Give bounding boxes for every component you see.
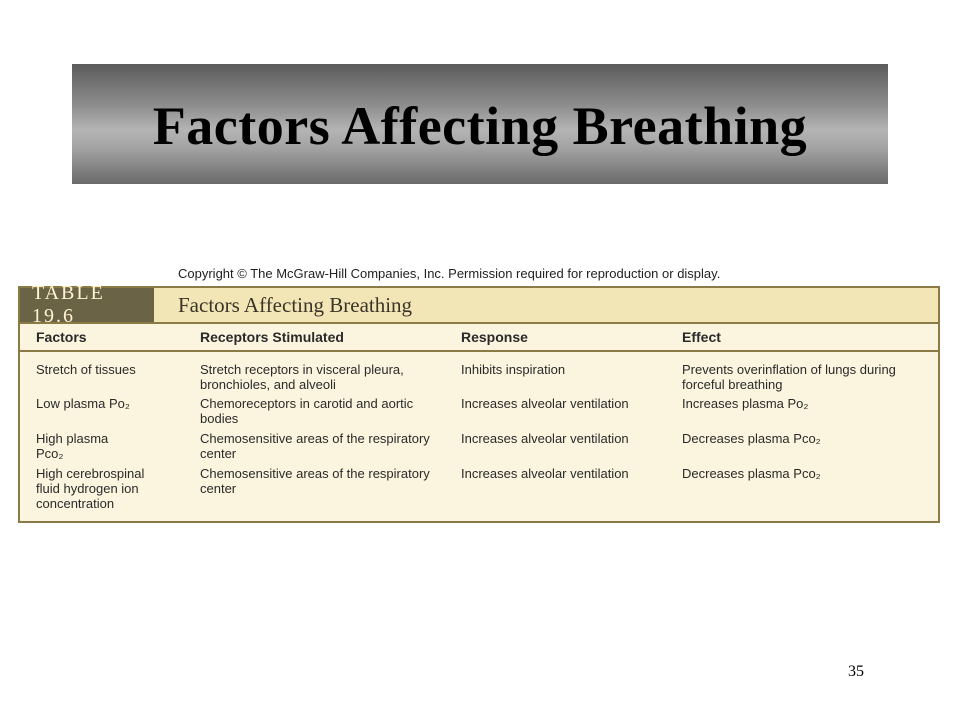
column-header-effect: Effect — [682, 329, 721, 345]
column-header-response: Response — [461, 329, 528, 345]
table-row — [20, 396, 938, 431]
page-number: 35 — [848, 663, 864, 680]
table-cell: Stretch of tissues — [36, 362, 136, 377]
table-cell: Chemoreceptors in carotid and aortic bodies — [200, 396, 414, 426]
column-headers — [20, 324, 938, 352]
table-cell: Increases plasma Po₂ — [682, 396, 809, 411]
slide-title: Factors Affecting Breathing — [152, 96, 808, 156]
table-cell: Prevents overinflation of lungs during forceful breathing — [682, 362, 896, 392]
table-caption: Factors Affecting Breathing — [178, 292, 413, 317]
copyright-notice: Copyright © The McGraw-Hill Companies, Inc. Permission required for reproduction or display. — [178, 266, 721, 281]
title-banner — [72, 64, 888, 184]
table-cell: High plasma Pco₂ — [36, 431, 109, 461]
data-table — [18, 282, 940, 523]
table-cell: Stretch receptors in visceral pleura, bronchioles, and alveoli — [200, 362, 404, 392]
table-header — [20, 282, 938, 327]
table-number: TABLE 19.6 — [20, 288, 154, 322]
table-row — [20, 466, 938, 514]
column-header-factors: Factors — [36, 329, 87, 345]
table-cell: Increases alveolar ventilation — [461, 431, 629, 446]
table-row — [20, 362, 938, 396]
table-cell: Chemosensitive areas of the respiratory center — [200, 431, 430, 461]
table-cell: Low plasma Po₂ — [36, 396, 130, 411]
table-cell: High cerebrospinal fluid hydrogen ion concentration — [36, 466, 145, 511]
table-row — [20, 431, 938, 466]
table-cell: Chemosensitive areas of the respiratory center — [200, 466, 430, 496]
table-cell: Decreases plasma Pco₂ — [682, 466, 821, 481]
table-cell: Inhibits inspiration — [461, 362, 566, 377]
table-cell: Decreases plasma Pco₂ — [682, 431, 821, 446]
column-header-receptors: Receptors Stimulated — [200, 329, 344, 345]
table-cell: Increases alveolar ventilation — [461, 396, 629, 411]
table-cell: Increases alveolar ventilation — [461, 466, 629, 481]
